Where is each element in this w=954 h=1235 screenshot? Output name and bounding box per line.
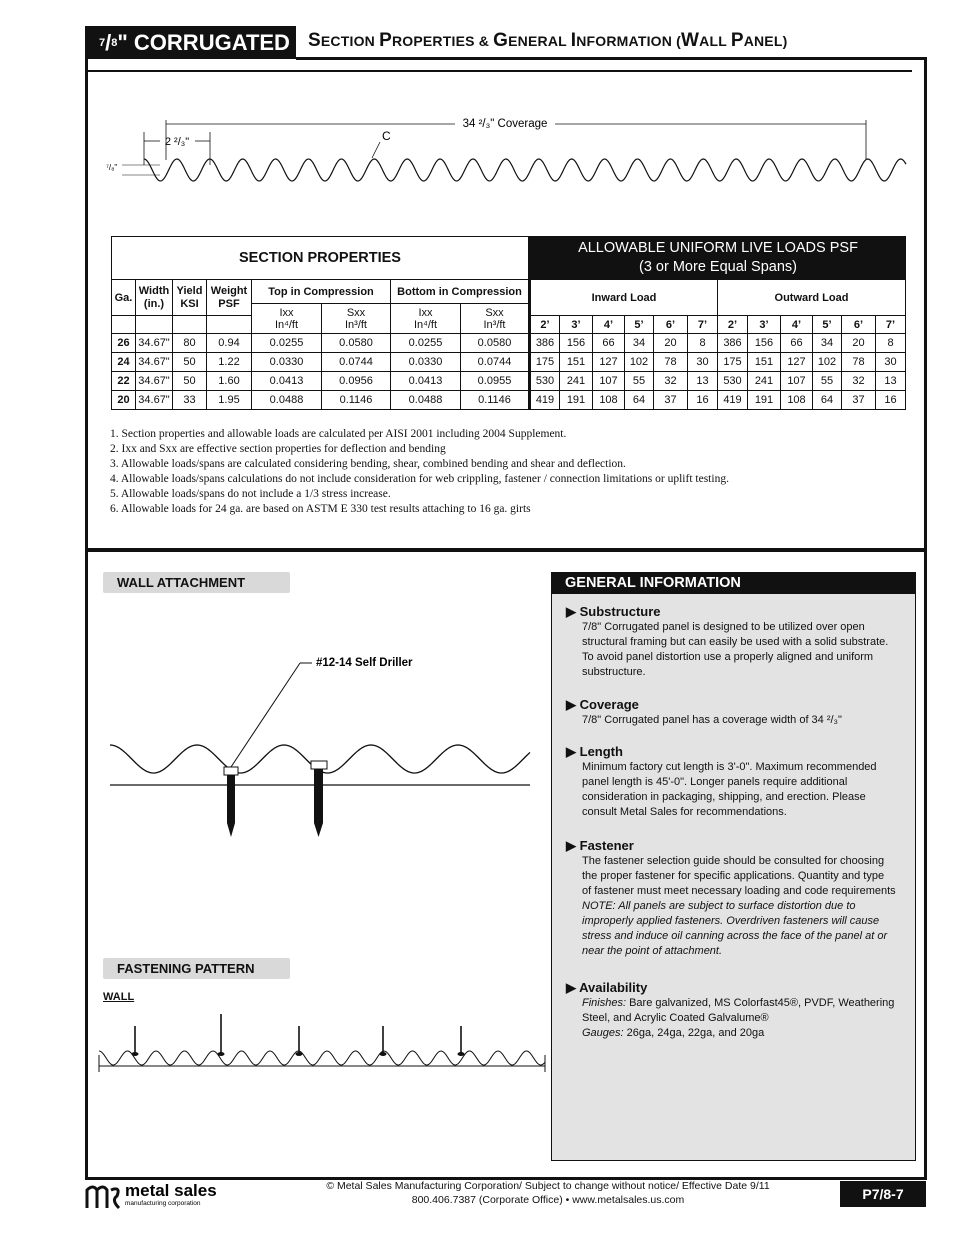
- cell-outward-load: 55: [813, 372, 842, 391]
- subtitle-part: ALL: [699, 33, 731, 49]
- fastener-label: #12-14 Self Driller: [316, 657, 413, 669]
- height-label: ⁷/₈": [106, 163, 118, 172]
- cell-width: 34.67": [136, 334, 173, 353]
- table-row: [112, 391, 906, 410]
- pattern-wave: [99, 1051, 545, 1065]
- corrugation-wave: [144, 159, 906, 181]
- cell-top-ixx: 0.0488: [252, 391, 322, 410]
- general-info-title-text: Substructure: [579, 604, 661, 619]
- section-properties-body: [112, 334, 906, 410]
- cell-inward-load: 37: [654, 391, 688, 410]
- cell-outward-load: 102: [813, 353, 842, 372]
- allowable-loads-line2: (3 or More Equal Spans): [639, 259, 797, 275]
- pattern-fastener-head: [458, 1052, 465, 1056]
- panel-profile-drawing: [100, 110, 915, 200]
- cell-bot-ixx: 0.0488: [391, 391, 461, 410]
- cell-bot-ixx: 0.0413: [391, 372, 461, 391]
- col-outward-load: Outward Load: [718, 280, 906, 316]
- self-driller-screw-1: [224, 767, 238, 837]
- inward-span-header: 4’: [593, 316, 625, 334]
- inward-span-header: 3’: [560, 316, 593, 334]
- cell-inward-load: 20: [654, 334, 688, 353]
- cell-outward-load: 37: [842, 391, 876, 410]
- subtitle-part: P: [379, 30, 392, 51]
- bullet-arrow-icon: ▶: [566, 604, 576, 619]
- note-item: 2. Ixx and Sxx are effective section properties for deflection and bending: [110, 443, 446, 455]
- cell-inward-load: 32: [654, 372, 688, 391]
- col-inward-load: Inward Load: [530, 280, 718, 316]
- col-top-ixx: [252, 304, 322, 334]
- subtitle-part: S: [308, 30, 321, 51]
- fastening-pattern-drawing: [93, 1010, 551, 1085]
- cell-outward-load: 107: [781, 372, 813, 391]
- note-item: 6. Allowable loads for 24 ga. are based on ASTM E 330 test results attaching to 16 ga. girts: [110, 503, 531, 515]
- section-properties-header: SECTION PROPERTIES: [112, 237, 530, 280]
- cell-inward-load: 55: [625, 372, 654, 391]
- wall-attachment-label: WALL ATTACHMENT: [103, 572, 290, 593]
- col-top-ixx-unit: In⁴/ft: [274, 318, 299, 331]
- outward-span-header: 6’: [842, 316, 876, 334]
- cell-outward-load: 20: [842, 334, 876, 353]
- col-yield: [173, 280, 207, 316]
- table-row: [112, 353, 906, 372]
- availability-text: 26ga, 24ga, 22ga, and 20ga: [623, 1027, 765, 1039]
- cell-inward-load: 34: [625, 334, 654, 353]
- subtitle-part: ENERAL: [508, 33, 571, 49]
- cell-outward-load: 191: [748, 391, 781, 410]
- outward-span-header: 7’: [876, 316, 906, 334]
- cell-outward-load: 30: [876, 353, 906, 372]
- footer-copyright: © Metal Sales Manufacturing Corporation/ Subject to change without notice/ Effective Date 9/11: [326, 1180, 770, 1192]
- general-info-line: 7/8" Corrugated panel is designed to be utilized over open: [582, 621, 865, 633]
- cell-inward-load: 30: [688, 353, 718, 372]
- general-info-line: structural framing but can easily be used with a solid substrate.: [582, 636, 889, 648]
- cell-width: 34.67": [136, 391, 173, 410]
- col-top-sxx-name: Sxx: [346, 306, 366, 319]
- cell-inward-load: 108: [593, 391, 625, 410]
- general-info-line: 7/8" Corrugated panel has a coverage width of 34 ²/₃": [582, 714, 842, 726]
- general-info-section: [566, 744, 911, 820]
- general-info-title: [566, 744, 911, 760]
- general-info-title: [566, 697, 911, 713]
- title-text: " CORRUGATED: [117, 29, 290, 55]
- pattern-fastener-head: [132, 1052, 139, 1056]
- bullet-arrow-icon: ▶: [566, 744, 576, 759]
- cell-weight: 0.94: [207, 334, 252, 353]
- general-info-line: consideration in packaging, shipping, and erection. Please: [582, 791, 866, 803]
- note-item: 4. Allowable loads/spans calculations do not include consideration for web crippling, fastener / connection limitations or uplift testing.: [110, 473, 729, 485]
- c-leader: [372, 142, 380, 158]
- allowable-loads-header: [530, 237, 906, 280]
- general-info-body: [582, 713, 902, 728]
- col-bot-ixx: [391, 304, 461, 334]
- general-info-line: substructure.: [582, 666, 646, 678]
- general-info-line: panel length is 45'-0". Longer panels require additional: [582, 776, 848, 788]
- availability-text: Steel, and Acrylic Coated Galvalume®: [582, 1012, 769, 1024]
- availability-line: [582, 1011, 902, 1026]
- cell-outward-load: 66: [781, 334, 813, 353]
- cell-inward-load: 64: [625, 391, 654, 410]
- bullet-arrow-icon: ▶: [566, 980, 576, 995]
- cell-inward-load: 175: [530, 353, 560, 372]
- cell-inward-load: 8: [688, 334, 718, 353]
- pattern-fastener-head: [218, 1052, 225, 1056]
- cell-weight: 1.22: [207, 353, 252, 372]
- col-bot-ixx-unit: In⁴/ft: [413, 318, 438, 331]
- col-bot-sxx: [461, 304, 530, 334]
- cell-outward-load: 241: [748, 372, 781, 391]
- cell-outward-load: 34: [813, 334, 842, 353]
- col-width: [136, 280, 173, 316]
- cell-ga: 20: [112, 391, 136, 410]
- cell-outward-load: 530: [718, 372, 748, 391]
- cell-inward-load: 419: [530, 391, 560, 410]
- general-info-line: the proper fastener for specific applications. Quantity and type: [582, 870, 885, 882]
- availability-line: [582, 1026, 902, 1041]
- subtitle-part: NFORMATION (: [576, 33, 682, 49]
- note-item: 1. Section properties and allowable loads are calculated per AISI 2001 including 2004 Supplement.: [110, 428, 567, 440]
- cell-top-ixx: 0.0255: [252, 334, 322, 353]
- outward-span-header: 5’: [813, 316, 842, 334]
- col-top-sxx: [322, 304, 391, 334]
- cell-bot-sxx: 0.1146: [461, 391, 530, 410]
- cell-inward-load: 530: [530, 372, 560, 391]
- subtitle-part: W: [681, 30, 700, 51]
- col-top-sxx-unit: In³/ft: [344, 318, 367, 331]
- general-info-body: [582, 854, 902, 959]
- subtitle-part: ECTION: [320, 33, 380, 49]
- footer-contact: 800.406.7387 (Corporate Office) • www.metalsales.us.com: [411, 1194, 685, 1206]
- general-info-title: [566, 980, 911, 996]
- cell-bot-sxx: 0.0580: [461, 334, 530, 353]
- cell-bot-sxx: 0.0744: [461, 353, 530, 372]
- col-yield-text: Yield KSI: [176, 284, 203, 310]
- cell-inward-load: 151: [560, 353, 593, 372]
- cell-outward-load: 386: [718, 334, 748, 353]
- general-information-header: GENERAL INFORMATION: [551, 572, 916, 594]
- cell-top-sxx: 0.0744: [322, 353, 391, 372]
- inward-span-header: 7’: [688, 316, 718, 334]
- cell-inward-load: 127: [593, 353, 625, 372]
- logo-text: metal sales: [125, 1181, 217, 1200]
- inward-span-header: 6’: [654, 316, 688, 334]
- cell-inward-load: 13: [688, 372, 718, 391]
- outward-span-header: 4’: [781, 316, 813, 334]
- cell-yield: 50: [173, 372, 207, 391]
- general-info-note-line: stress and induce oil canning across the face of the panel at or: [582, 930, 888, 942]
- cell-outward-load: 78: [842, 353, 876, 372]
- inward-span-header: 5’: [625, 316, 654, 334]
- general-info-section: [566, 604, 911, 680]
- general-info-title: [566, 604, 911, 620]
- footer-text: [300, 1179, 796, 1207]
- general-info-note-line: improperly applied fasteners. Overdriven fasteners will cause: [582, 915, 880, 927]
- c-label: C: [382, 129, 391, 143]
- cell-bot-ixx: 0.0330: [391, 353, 461, 372]
- general-info-title-text: Fastener: [579, 838, 634, 853]
- cell-outward-load: 16: [876, 391, 906, 410]
- allowable-loads-line1: ALLOWABLE UNIFORM LIVE LOADS PSF: [578, 240, 858, 256]
- col-yield-blank: [173, 316, 207, 334]
- pattern-fasteners: [132, 1014, 465, 1056]
- note-item: 3. Allowable loads/spans are calculated considering bending, shear, combined bending and shear and deflection.: [110, 458, 626, 470]
- bullet-arrow-icon: ▶: [566, 697, 576, 712]
- table-row: [112, 334, 906, 353]
- cell-outward-load: 175: [718, 353, 748, 372]
- general-info-section: [566, 980, 911, 1041]
- general-info-title: [566, 838, 911, 854]
- col-ga: Ga.: [112, 280, 136, 316]
- page-number: P7/8-7: [840, 1181, 926, 1207]
- general-info-line: Minimum factory cut length is 3'-0". Maximum recommended: [582, 761, 877, 773]
- cell-weight: 1.60: [207, 372, 252, 391]
- general-information-items: [566, 604, 911, 1041]
- outward-span-header: 2’: [718, 316, 748, 334]
- cell-yield: 80: [173, 334, 207, 353]
- cell-top-ixx: 0.0330: [252, 353, 322, 372]
- title-numerator: 7: [99, 36, 106, 49]
- general-info-section: [566, 697, 911, 728]
- availability-line: [582, 996, 902, 1011]
- general-info-line: of fastener must meet necessary loading and code requirements: [582, 885, 896, 897]
- wall-label: WALL: [103, 991, 135, 1003]
- col-width-blank: [136, 316, 173, 334]
- cell-ga: 24: [112, 353, 136, 372]
- cell-outward-load: 108: [781, 391, 813, 410]
- logo-subtext: manufacturing corporation: [125, 1200, 201, 1207]
- cell-outward-load: 156: [748, 334, 781, 353]
- col-top-ixx-name: Ixx: [279, 306, 294, 319]
- pattern-fastener-head: [380, 1052, 387, 1056]
- general-info-title-text: Length: [579, 744, 623, 759]
- availability-text: Bare galvanized, MS Colorfast45®, PVDF, Weathering: [626, 997, 895, 1009]
- cell-inward-load: 386: [530, 334, 560, 353]
- cell-inward-load: 191: [560, 391, 593, 410]
- inward-span-header: 2’: [530, 316, 560, 334]
- col-ga-blank: [112, 316, 136, 334]
- col-bot-sxx-name: Sxx: [485, 306, 504, 319]
- general-info-note-line: NOTE: All panels are subject to surface distortion due to: [582, 900, 856, 912]
- col-weight: [207, 280, 252, 316]
- page-subtitle: [308, 30, 787, 52]
- cell-bot-ixx: 0.0255: [391, 334, 461, 353]
- general-info-title-text: Coverage: [579, 697, 639, 712]
- cell-inward-load: 66: [593, 334, 625, 353]
- cell-yield: 50: [173, 353, 207, 372]
- cell-outward-load: 13: [876, 372, 906, 391]
- divider: [88, 70, 912, 72]
- availability-label: Finishes:: [582, 997, 627, 1009]
- cell-top-ixx: 0.0413: [252, 372, 322, 391]
- general-info-body: [582, 760, 902, 820]
- wall-attachment-drawing: [100, 655, 540, 840]
- general-info-line: consult Metal Sales for recommendations.: [582, 806, 787, 818]
- pattern-fastener-head: [296, 1052, 303, 1056]
- general-info-line: To avoid panel distortion use a properly aligned and uniform: [582, 651, 874, 663]
- cell-width: 34.67": [136, 353, 173, 372]
- fastener-leader: [231, 663, 300, 767]
- cell-ga: 22: [112, 372, 136, 391]
- notes-list: [110, 427, 729, 517]
- cell-outward-load: 151: [748, 353, 781, 372]
- metal-sales-logo: [85, 1180, 245, 1217]
- cell-inward-load: 102: [625, 353, 654, 372]
- cell-width: 34.67": [136, 372, 173, 391]
- col-bot-sxx-unit: In³/ft: [483, 318, 506, 331]
- cell-outward-load: 64: [813, 391, 842, 410]
- cell-weight: 1.95: [207, 391, 252, 410]
- col-bot-ixx-name: Ixx: [418, 306, 433, 319]
- cell-outward-load: 419: [718, 391, 748, 410]
- cell-bot-sxx: 0.0955: [461, 372, 530, 391]
- general-info-note-line: near the point of attachment.: [582, 945, 723, 957]
- section-properties-table: [111, 236, 906, 410]
- coverage-label: 34 ²/₃" Coverage: [462, 118, 548, 130]
- general-info-section: [566, 838, 911, 959]
- col-width-text: Width (in.): [138, 284, 170, 310]
- cell-inward-load: 156: [560, 334, 593, 353]
- cell-outward-load: 127: [781, 353, 813, 372]
- col-weight-text: Weight PSF: [210, 284, 248, 310]
- outward-span-header: 3’: [748, 316, 781, 334]
- cell-inward-load: 107: [593, 372, 625, 391]
- cell-inward-load: 78: [654, 353, 688, 372]
- table-row: [112, 372, 906, 391]
- subtitle-part: G: [493, 30, 509, 51]
- general-info-line: The fastener selection guide should be consulted for choosing: [582, 855, 885, 867]
- cell-inward-load: 16: [688, 391, 718, 410]
- cell-ga: 26: [112, 334, 136, 353]
- subtitle-part: ANEL): [743, 33, 788, 49]
- subtitle-part: P: [730, 30, 744, 51]
- note-item: 5. Allowable loads/spans do not include a 1/3 stress increase.: [110, 488, 391, 500]
- subtitle-part: ROPERTIES &: [391, 33, 494, 49]
- col-weight-blank: [207, 316, 252, 334]
- fastening-pattern-label: FASTENING PATTERN: [103, 958, 290, 979]
- availability-label: Gauges:: [582, 1027, 624, 1039]
- subtitle-part: I: [570, 30, 577, 51]
- title-denominator: 8: [111, 36, 118, 49]
- cell-top-sxx: 0.1146: [322, 391, 391, 410]
- bullet-arrow-icon: ▶: [566, 838, 576, 853]
- general-info-body: [582, 620, 902, 680]
- general-info-body: [582, 996, 902, 1041]
- col-top-compression: Top in Compression: [252, 280, 391, 304]
- pitch-label: 2 ²/₃": [164, 136, 190, 148]
- cell-inward-load: 241: [560, 372, 593, 391]
- cell-outward-load: 8: [876, 334, 906, 353]
- page-title: 7 / 8 " CORRUGATED: [85, 26, 296, 59]
- logo-mark: [87, 1187, 119, 1208]
- cell-top-sxx: 0.0580: [322, 334, 391, 353]
- general-info-title-text: Availability: [579, 980, 648, 995]
- cell-yield: 33: [173, 391, 207, 410]
- cell-top-sxx: 0.0956: [322, 372, 391, 391]
- col-bottom-compression: Bottom in Compression: [391, 280, 530, 304]
- cell-outward-load: 32: [842, 372, 876, 391]
